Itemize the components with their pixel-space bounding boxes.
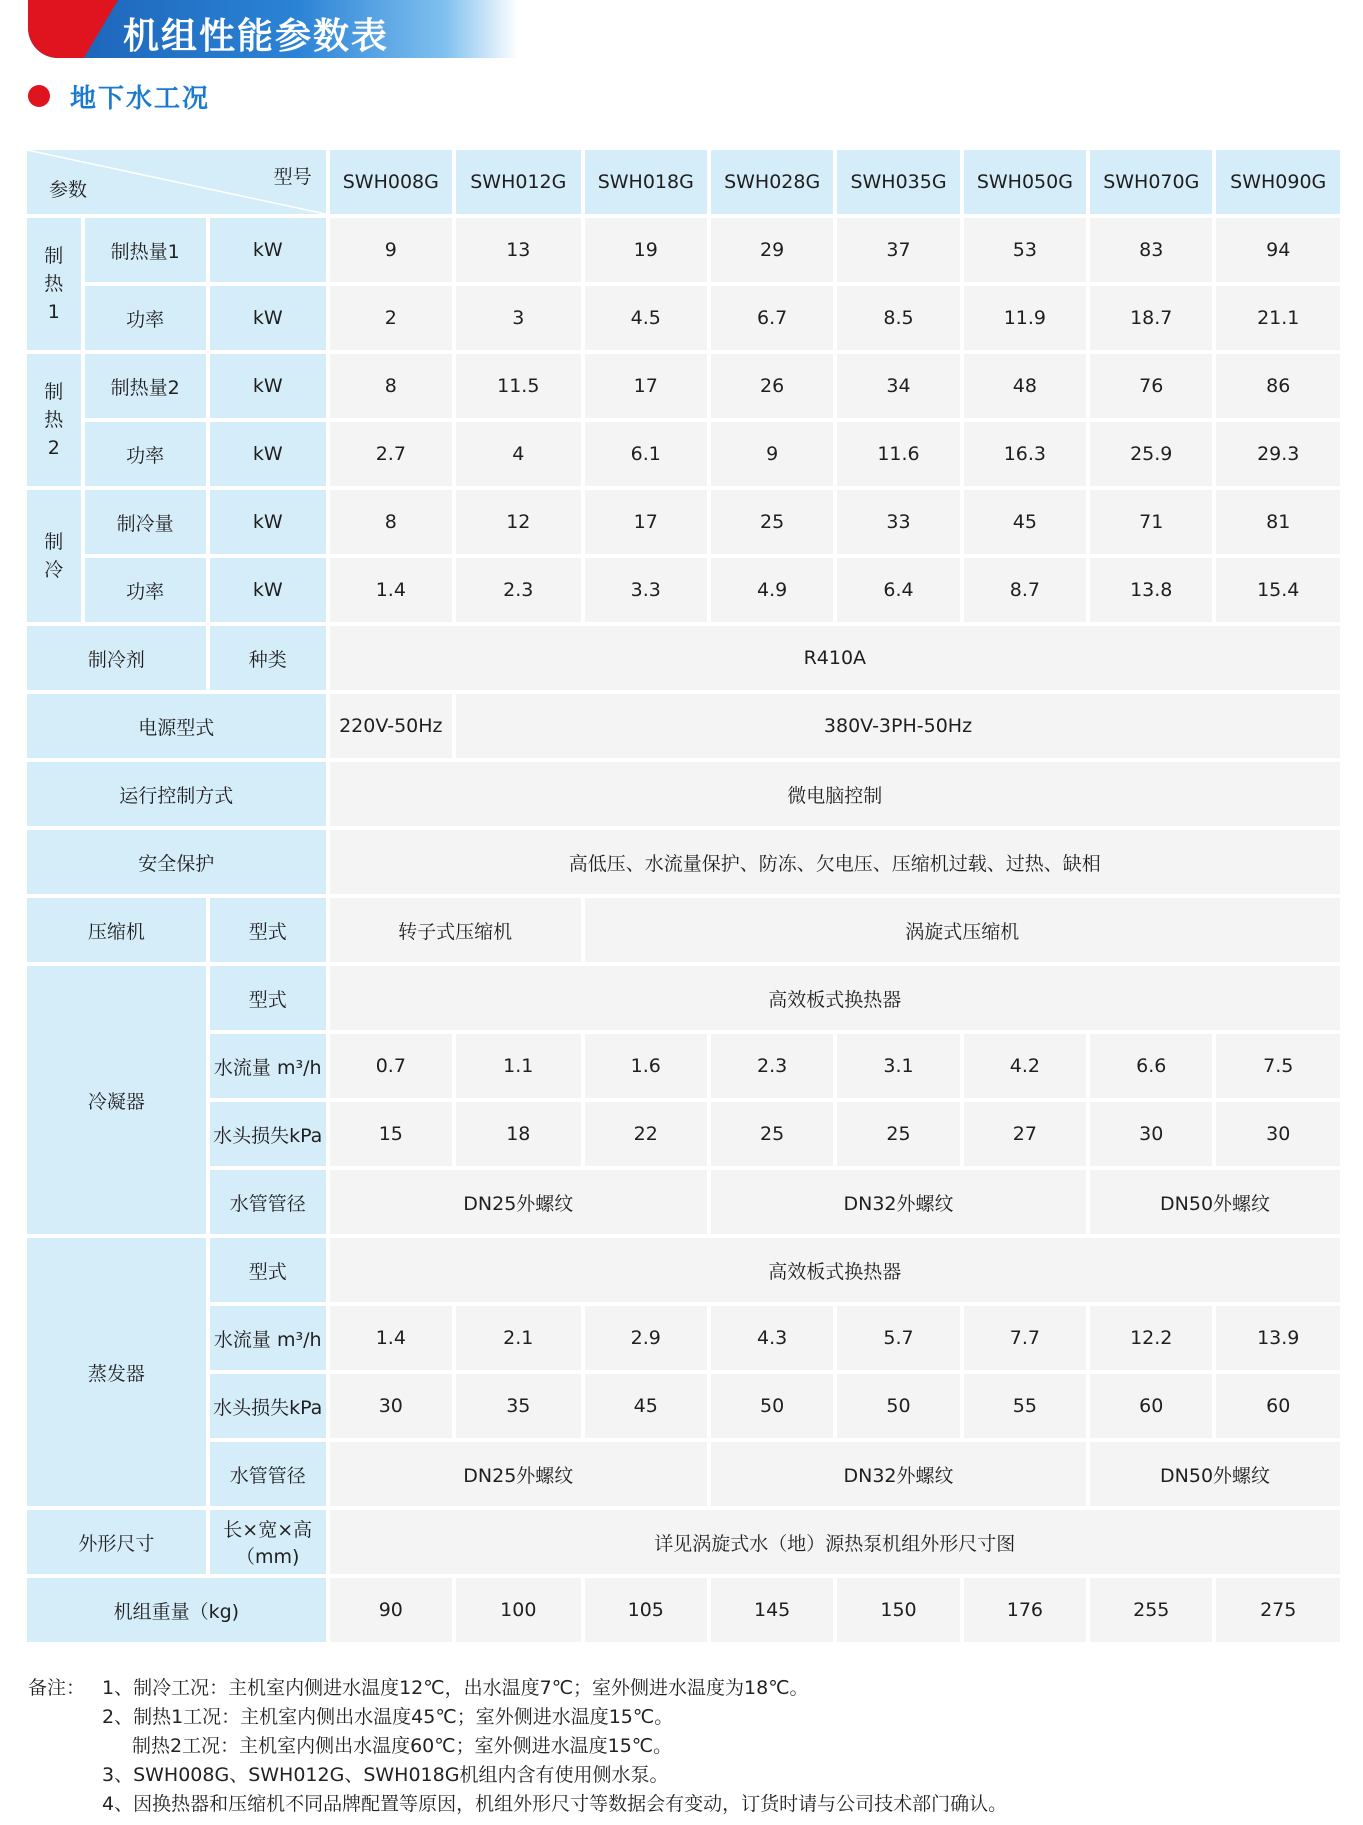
value-cell: 105 bbox=[585, 1578, 707, 1642]
table-row bbox=[27, 422, 1340, 486]
table-row bbox=[27, 354, 1340, 418]
row-label: 水管管径 bbox=[210, 1442, 326, 1506]
value-cell: 高效板式换热器 bbox=[330, 1238, 1340, 1302]
value-cell: 19 bbox=[585, 218, 707, 282]
value-cell: 2.9 bbox=[585, 1306, 707, 1370]
table-row bbox=[27, 1170, 1340, 1234]
value-cell: 34 bbox=[837, 354, 959, 418]
row-unit: kW bbox=[210, 422, 326, 486]
value-cell: 3.1 bbox=[837, 1034, 959, 1098]
group-cool bbox=[27, 490, 81, 622]
banner-red-accent bbox=[28, 0, 118, 58]
table-row bbox=[27, 1238, 1340, 1302]
value-cell: 220V-50Hz bbox=[330, 694, 452, 758]
value-cell: 55 bbox=[964, 1374, 1086, 1438]
value-cell: 45 bbox=[585, 1374, 707, 1438]
group-heat2-label: 制 热 2 bbox=[44, 381, 64, 459]
value-cell: 0.7 bbox=[330, 1034, 452, 1098]
table-row-safety bbox=[27, 830, 1340, 894]
value-cell: 17 bbox=[585, 354, 707, 418]
row-unit: kW bbox=[210, 286, 326, 350]
row-label: 制冷剂 bbox=[27, 626, 206, 690]
row-unit: kW bbox=[210, 354, 326, 418]
title-banner bbox=[28, 0, 518, 58]
value-cell: 16.3 bbox=[964, 422, 1086, 486]
value-cell: 2.3 bbox=[456, 558, 581, 622]
section-title: 地下水工况 bbox=[70, 83, 211, 114]
row-label: 水头损失kPa bbox=[210, 1374, 326, 1438]
value-cell: 25.9 bbox=[1090, 422, 1212, 486]
value-cell: 2.1 bbox=[456, 1306, 581, 1370]
value-cell: 150 bbox=[837, 1578, 959, 1642]
row-label: 功率 bbox=[85, 558, 206, 622]
row-label: 运行控制方式 bbox=[27, 762, 326, 826]
value-cell: 50 bbox=[711, 1374, 833, 1438]
value-cell: 6.7 bbox=[711, 286, 833, 350]
value-cell: 21.1 bbox=[1216, 286, 1340, 350]
value-cell: 176 bbox=[964, 1578, 1086, 1642]
value-cell: DN32外螺纹 bbox=[711, 1442, 1086, 1506]
row-label: 功率 bbox=[85, 286, 206, 350]
value-cell: DN25外螺纹 bbox=[330, 1442, 707, 1506]
table-row-dimensions bbox=[27, 1510, 1340, 1574]
value-cell: 18.7 bbox=[1090, 286, 1212, 350]
value-cell: 81 bbox=[1216, 490, 1340, 554]
page-title: 机组性能参数表 bbox=[123, 15, 390, 57]
value-cell: 48 bbox=[964, 354, 1086, 418]
note-line: 3、SWH008G、SWH012G、SWH018G机组内含有使用侧水泵。 bbox=[102, 1764, 669, 1786]
group-cool-label: 制 冷 bbox=[44, 531, 64, 581]
value-cell: 53 bbox=[964, 218, 1086, 282]
table-row-control bbox=[27, 762, 1340, 826]
note-line: 4、因换热器和压缩机不同品牌配置等原因，机组外形尺寸等数据会有变动，订货时请与公司技术部门确认。 bbox=[102, 1793, 1008, 1815]
table-row bbox=[27, 286, 1340, 350]
value-cell: 255 bbox=[1090, 1578, 1212, 1642]
row-label: 水流量 m³/h bbox=[210, 1306, 326, 1370]
value-cell: 45 bbox=[964, 490, 1086, 554]
value-cell: 6.6 bbox=[1090, 1034, 1212, 1098]
row-label: 水流量 m³/h bbox=[210, 1034, 326, 1098]
notes-list bbox=[102, 1674, 1302, 1819]
value-cell: DN32外螺纹 bbox=[711, 1170, 1086, 1234]
value-cell: 100 bbox=[456, 1578, 581, 1642]
table-row-refrigerant bbox=[27, 626, 1340, 690]
table-row-weight bbox=[27, 1578, 1340, 1642]
value-cell: 15 bbox=[330, 1102, 452, 1166]
value-cell: 30 bbox=[330, 1374, 452, 1438]
group-heat2 bbox=[27, 354, 81, 486]
value-cell: 30 bbox=[1216, 1102, 1340, 1166]
value-cell: 25 bbox=[837, 1102, 959, 1166]
value-cell: 8 bbox=[330, 490, 452, 554]
row-unit: kW bbox=[210, 558, 326, 622]
value-cell: 5.7 bbox=[837, 1306, 959, 1370]
group-evaporator: 蒸发器 bbox=[27, 1238, 206, 1506]
value-cell: 380V-3PH-50Hz bbox=[456, 694, 1340, 758]
value-cell: 86 bbox=[1216, 354, 1340, 418]
row-label: 制热量2 bbox=[85, 354, 206, 418]
table-row bbox=[27, 1034, 1340, 1098]
spec-table bbox=[23, 146, 1344, 1646]
value-cell: 2.7 bbox=[330, 422, 452, 486]
value-cell: 1.1 bbox=[456, 1034, 581, 1098]
value-cell: 9 bbox=[711, 422, 833, 486]
section-heading bbox=[28, 80, 210, 112]
value-cell: 29 bbox=[711, 218, 833, 282]
table-row-power bbox=[27, 694, 1340, 758]
value-cell: 275 bbox=[1216, 1578, 1340, 1642]
model-header: SWH008G bbox=[330, 150, 452, 214]
value-cell: DN50外螺纹 bbox=[1090, 1170, 1340, 1234]
value-cell: 8 bbox=[330, 354, 452, 418]
group-heat1 bbox=[27, 218, 81, 350]
value-cell: DN25外螺纹 bbox=[330, 1170, 707, 1234]
value-cell: 1.4 bbox=[330, 558, 452, 622]
value-cell: 22 bbox=[585, 1102, 707, 1166]
model-header: SWH012G bbox=[456, 150, 581, 214]
group-condenser: 冷凝器 bbox=[27, 966, 206, 1234]
value-cell: 4.5 bbox=[585, 286, 707, 350]
value-cell: 11.9 bbox=[964, 286, 1086, 350]
group-heat1-label: 制 热 1 bbox=[44, 245, 64, 323]
row-label: 机组重量（kg) bbox=[27, 1578, 326, 1642]
row-label: 功率 bbox=[85, 422, 206, 486]
value-cell: 25 bbox=[711, 1102, 833, 1166]
table-row bbox=[27, 1306, 1340, 1370]
value-cell: 8.5 bbox=[837, 286, 959, 350]
table-row bbox=[27, 1102, 1340, 1166]
value-cell: DN50外螺纹 bbox=[1090, 1442, 1340, 1506]
value-cell: 2.3 bbox=[711, 1034, 833, 1098]
table-row bbox=[27, 218, 1340, 282]
value-cell: 6.4 bbox=[837, 558, 959, 622]
value-cell: 26 bbox=[711, 354, 833, 418]
value-cell: 83 bbox=[1090, 218, 1212, 282]
row-unit: kW bbox=[210, 490, 326, 554]
value-cell: 9 bbox=[330, 218, 452, 282]
value-cell: 12 bbox=[456, 490, 581, 554]
value-cell: 27 bbox=[964, 1102, 1086, 1166]
table-row bbox=[27, 1442, 1340, 1506]
row-label: 电源型式 bbox=[27, 694, 326, 758]
row-label: 安全保护 bbox=[27, 830, 326, 894]
value-cell: 4.9 bbox=[711, 558, 833, 622]
value-cell: 15.4 bbox=[1216, 558, 1340, 622]
value-cell: 29.3 bbox=[1216, 422, 1340, 486]
value-cell: 8.7 bbox=[964, 558, 1086, 622]
value-cell: 1.6 bbox=[585, 1034, 707, 1098]
value-cell: 详见涡旋式水（地）源热泵机组外形尺寸图 bbox=[330, 1510, 1340, 1574]
row-label: 压缩机 bbox=[27, 898, 206, 962]
table-row bbox=[27, 1374, 1340, 1438]
row-label: 外形尺寸 bbox=[27, 1510, 206, 1574]
model-header: SWH028G bbox=[711, 150, 833, 214]
corner-param-label: 参数 bbox=[49, 179, 88, 201]
value-cell: 1.4 bbox=[330, 1306, 452, 1370]
model-header: SWH090G bbox=[1216, 150, 1340, 214]
corner-model-label: 型号 bbox=[273, 166, 312, 188]
value-cell: 4.3 bbox=[711, 1306, 833, 1370]
value-cell: 涡旋式压缩机 bbox=[585, 898, 1340, 962]
value-cell: 90 bbox=[330, 1578, 452, 1642]
value-cell: 13.9 bbox=[1216, 1306, 1340, 1370]
value-cell: 6.1 bbox=[585, 422, 707, 486]
row-label: 制热量1 bbox=[85, 218, 206, 282]
note-line: 制热2工况：主机室内侧出水温度60℃；室外侧进水温度15℃。 bbox=[132, 1735, 673, 1757]
table-row-compressor bbox=[27, 898, 1340, 962]
model-header: SWH050G bbox=[964, 150, 1086, 214]
value-cell: 转子式压缩机 bbox=[330, 898, 581, 962]
value-cell: 17 bbox=[585, 490, 707, 554]
row-unit: 长×宽×高（mm) bbox=[210, 1510, 326, 1574]
table-header-row bbox=[27, 150, 1340, 214]
value-cell: 94 bbox=[1216, 218, 1340, 282]
corner-cell bbox=[27, 150, 326, 214]
row-label: 型式 bbox=[210, 966, 326, 1030]
value-cell: 高低压、水流量保护、防冻、欠电压、压缩机过载、过热、缺相 bbox=[330, 830, 1340, 894]
note-line: 1、制冷工况：主机室内侧进水温度12℃，出水温度7℃；室外侧进水温度为18℃。 bbox=[102, 1677, 809, 1699]
row-label: 型式 bbox=[210, 1238, 326, 1302]
value-cell: 高效板式换热器 bbox=[330, 966, 1340, 1030]
value-cell: 35 bbox=[456, 1374, 581, 1438]
row-label: 水管管径 bbox=[210, 1170, 326, 1234]
value-cell: 12.2 bbox=[1090, 1306, 1212, 1370]
value-cell: 11.5 bbox=[456, 354, 581, 418]
row-label: 制冷量 bbox=[85, 490, 206, 554]
bullet-dot-icon bbox=[28, 85, 50, 107]
table-row bbox=[27, 558, 1340, 622]
value-cell: 33 bbox=[837, 490, 959, 554]
value-cell: R410A bbox=[330, 626, 1340, 690]
value-cell: 18 bbox=[456, 1102, 581, 1166]
value-cell: 3 bbox=[456, 286, 581, 350]
value-cell: 13 bbox=[456, 218, 581, 282]
model-header: SWH018G bbox=[585, 150, 707, 214]
value-cell: 微电脑控制 bbox=[330, 762, 1340, 826]
value-cell: 60 bbox=[1216, 1374, 1340, 1438]
model-header: SWH070G bbox=[1090, 150, 1212, 214]
value-cell: 60 bbox=[1090, 1374, 1212, 1438]
value-cell: 30 bbox=[1090, 1102, 1212, 1166]
row-unit: kW bbox=[210, 218, 326, 282]
note-line: 2、制热1工况：主机室内侧出水温度45℃；室外侧进水温度15℃。 bbox=[102, 1706, 674, 1728]
value-cell: 50 bbox=[837, 1374, 959, 1438]
value-cell: 71 bbox=[1090, 490, 1212, 554]
value-cell: 2 bbox=[330, 286, 452, 350]
table-row bbox=[27, 490, 1340, 554]
value-cell: 13.8 bbox=[1090, 558, 1212, 622]
value-cell: 3.3 bbox=[585, 558, 707, 622]
value-cell: 7.5 bbox=[1216, 1034, 1340, 1098]
notes-label: 备注： bbox=[28, 1677, 86, 1699]
value-cell: 37 bbox=[837, 218, 959, 282]
value-cell: 7.7 bbox=[964, 1306, 1086, 1370]
row-unit: 型式 bbox=[210, 898, 326, 962]
table-row bbox=[27, 966, 1340, 1030]
value-cell: 4 bbox=[456, 422, 581, 486]
value-cell: 76 bbox=[1090, 354, 1212, 418]
value-cell: 4.2 bbox=[964, 1034, 1086, 1098]
value-cell: 11.6 bbox=[837, 422, 959, 486]
model-header: SWH035G bbox=[837, 150, 959, 214]
row-unit: 种类 bbox=[210, 626, 326, 690]
value-cell: 25 bbox=[711, 490, 833, 554]
row-label: 水头损失kPa bbox=[210, 1102, 326, 1166]
value-cell: 145 bbox=[711, 1578, 833, 1642]
